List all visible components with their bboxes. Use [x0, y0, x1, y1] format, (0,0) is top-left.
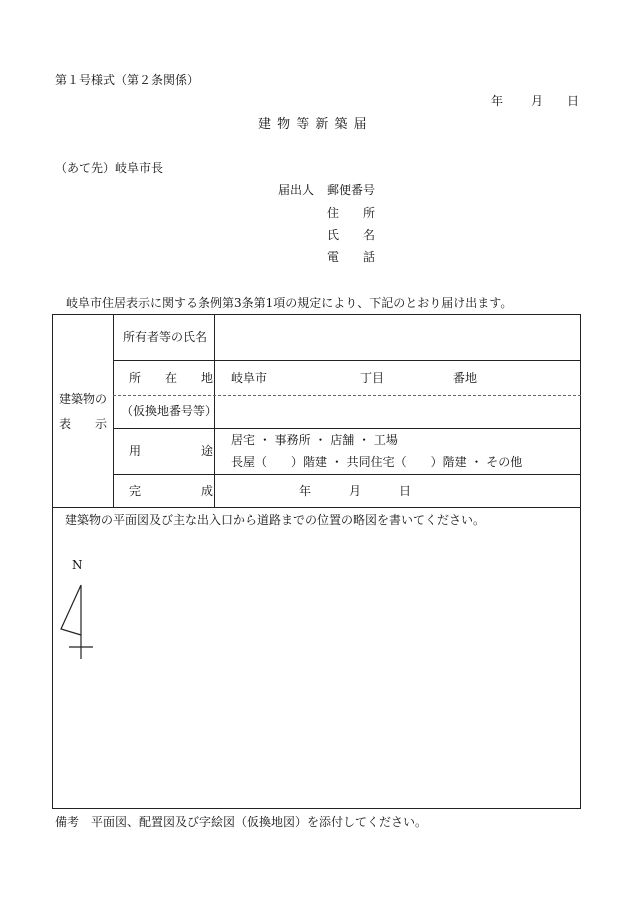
provisional-label: （仮換地番号等） [121, 404, 218, 418]
location-label: 所 在 地 [129, 371, 214, 385]
owner-label: 所有者等の氏名 [123, 330, 208, 344]
intro-text: 岐阜市住居表示に関する条例第3条第1項の規定により、下記のとおり届け出ます。 [66, 296, 513, 310]
phone-label: 電 話 [327, 250, 376, 264]
owner-value[interactable] [223, 331, 573, 345]
building-display-table [52, 314, 581, 809]
use-options-line2: 長屋（ ）階建 ・ 共同住宅（ ）階建 ・ その他 [231, 455, 523, 469]
group-label-line1: 建築物の [59, 392, 108, 406]
north-arrow-icon [57, 581, 97, 663]
row-divider-owner [113, 360, 581, 361]
location-city: 岐阜市 [231, 371, 268, 385]
form-number: 第１号様式（第２条関係） [55, 73, 200, 87]
note: 備考 平面図、配置図及び字絵図（仮換地図）を添付してください。 [55, 815, 428, 829]
group-label-line2: 表 示 [59, 417, 108, 431]
addressee: （あて先）岐阜市長 [55, 161, 164, 175]
postal-code-label: 郵便番号 [327, 183, 376, 197]
use-label: 用 途 [129, 444, 214, 458]
row-divider-provisional [113, 428, 581, 429]
sketch-instruction: 建築物の平面図及び主な出入口から道路までの位置の略図を書いてください。 [65, 513, 486, 527]
completion-month: 月 [349, 484, 362, 498]
address-label: 住 所 [327, 206, 376, 220]
north-label: N [72, 558, 83, 572]
group-divider [113, 315, 114, 507]
name-label: 氏 名 [327, 228, 376, 242]
location-banchi: 番地 [453, 371, 478, 385]
applicant-label: 届出人 [278, 183, 315, 197]
date-month-label: 月 [531, 94, 544, 108]
row-divider-location [113, 395, 581, 396]
completion-day: 日 [399, 484, 412, 498]
completion-year: 年 [299, 484, 312, 498]
use-options-line1: 居宅 ・ 事務所 ・ 店舗 ・ 工場 [231, 433, 398, 447]
completion-label: 完 成 [129, 484, 214, 498]
form-title: 建 物 等 新 築 届 [258, 117, 368, 132]
location-chome: 丁目 [360, 371, 385, 385]
row-divider-completion [53, 507, 581, 508]
row-divider-use [113, 474, 581, 475]
date-day-label: 日 [567, 94, 580, 108]
date-year-label: 年 [491, 94, 504, 108]
